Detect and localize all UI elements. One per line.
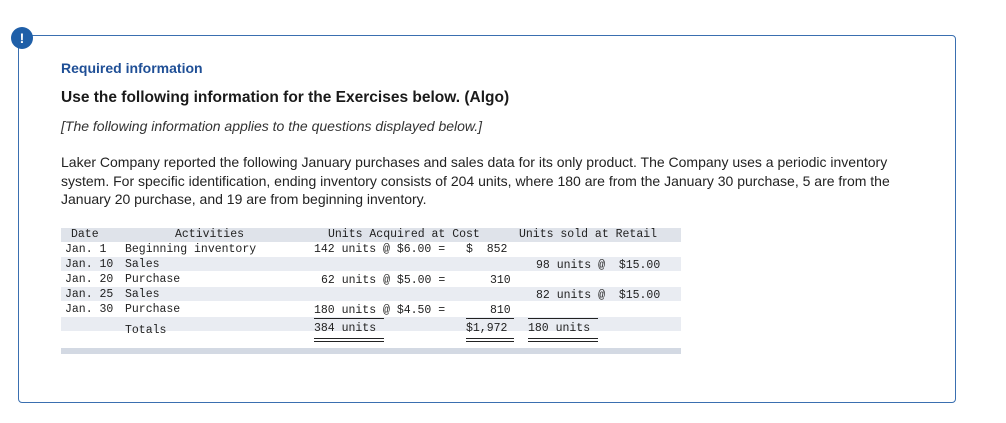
row-activity: Sales	[125, 288, 160, 301]
totals-sold: 180 units	[528, 322, 591, 335]
required-information-title: Required information	[61, 60, 203, 76]
header-date: Date	[71, 228, 99, 241]
header-activities: Activities	[175, 228, 245, 241]
row-date: Jan. 30	[65, 303, 114, 316]
row-activity: Purchase	[125, 303, 181, 316]
row-date: Jan. 1	[65, 243, 107, 256]
row-date: Jan. 20	[65, 273, 114, 286]
row-cost: 810	[490, 304, 511, 317]
total-double-rule	[314, 341, 384, 342]
subtotal-rule	[314, 318, 384, 319]
total-double-rule	[528, 341, 598, 342]
header-units-sold: Units sold at Retail	[519, 228, 658, 241]
problem-description: Laker Company reported the following January purchases and sales data for its only product. The Company uses a periodic inventory system. For specific identification, ending inventory consists of 204 units, where 180 are from the January 30 purchase, 5 are from the January 20 purchase, and 19 are from beginning inventory.	[61, 154, 890, 207]
row-acquired: 62 units @ $5.00 =	[321, 274, 446, 287]
total-double-rule	[466, 338, 514, 339]
row-sold: 82 units @ $15.00	[536, 289, 661, 302]
header-units-acquired: Units Acquired at Cost	[328, 228, 480, 241]
subtotal-rule	[466, 318, 514, 319]
total-double-rule	[466, 341, 514, 342]
row-sold: 98 units @ $15.00	[536, 259, 661, 272]
totals-cost: $1,972	[466, 322, 508, 335]
total-double-rule	[528, 338, 598, 339]
subtotal-rule	[528, 318, 598, 319]
row-activity: Purchase	[125, 273, 181, 286]
row-cost: 310	[490, 274, 511, 287]
row-activity: Sales	[125, 258, 160, 271]
exercise-heading: Use the following information for the Exercises below. (Algo)	[61, 89, 510, 106]
row-date: Jan. 10	[65, 258, 114, 271]
row-acquired: 180 units @ $4.50 =	[314, 304, 446, 317]
row-cost: $ 852	[466, 243, 508, 256]
inventory-table	[61, 227, 681, 350]
totals-label: Totals	[125, 324, 167, 337]
total-double-rule	[314, 338, 384, 339]
row-date: Jan. 25	[65, 288, 114, 301]
row-acquired: 142 units @ $6.00 =	[314, 243, 446, 256]
row-activity: Beginning inventory	[125, 243, 257, 256]
alert-icon: !	[11, 27, 33, 49]
instruction-note: [The following information applies to the questions displayed below.]	[61, 118, 483, 134]
totals-acquired: 384 units	[314, 322, 377, 335]
table-bottom-bar	[61, 348, 681, 354]
